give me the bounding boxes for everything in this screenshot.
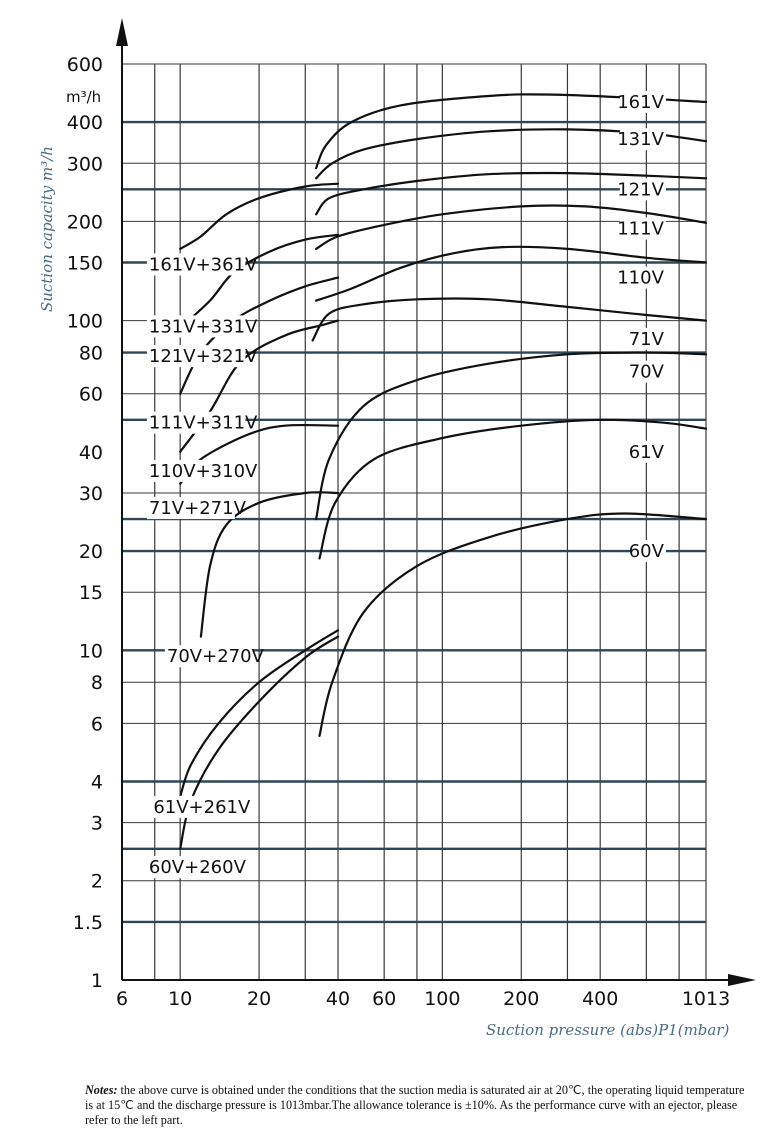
curve-label: 60V	[628, 541, 664, 563]
curve-61V	[320, 420, 707, 559]
x-gridlines	[155, 64, 706, 980]
y-tick-labels	[67, 54, 103, 992]
curve-label: 70V	[628, 361, 664, 383]
y-tick-label: 150	[66, 252, 103, 275]
curve-label: 61V+261V	[153, 796, 251, 818]
y-tick-label: 10	[78, 640, 103, 663]
y-tick-label: 20	[78, 541, 103, 564]
x-tick-label: 10	[168, 988, 193, 1010]
y-tick-label: 200	[66, 211, 103, 234]
y-tick-label: 100	[66, 310, 103, 333]
y-tick-label: 8	[90, 672, 103, 695]
curve-label: 131V+331V	[148, 316, 258, 338]
x-axis-title: Suction pressure (abs)P1(mbar)	[486, 1021, 730, 1039]
curve-label: 121V	[617, 179, 664, 201]
y-tick-label: 3	[90, 812, 103, 835]
curve-label: 60V+260V	[148, 857, 246, 879]
y-tick-label: 2	[90, 870, 103, 893]
curve-label: 110V	[617, 267, 664, 289]
curve-labels	[147, 91, 666, 878]
x-tick-label: 100	[424, 988, 461, 1010]
x-tick-label: 1013	[681, 988, 731, 1010]
x-tick-label: 6	[115, 988, 129, 1010]
y-tick-label: 600	[66, 54, 103, 76]
x-tick-label: 40	[325, 988, 351, 1010]
x-axis-arrow	[728, 974, 756, 986]
y-tick-label: 60	[78, 383, 103, 406]
curve-label: 121V+321V	[148, 346, 258, 368]
curve-label: 61V	[628, 441, 664, 463]
y-axis-arrow	[116, 18, 128, 46]
curve-label: 70V+270V	[166, 646, 264, 668]
notes-paragraph	[85, 1083, 750, 1128]
x-tick-label: 20	[246, 988, 272, 1010]
y-tick-label: 1	[90, 970, 103, 992]
y-tick-label: 1.5	[72, 911, 103, 934]
y-unit-label: m³/h	[66, 88, 102, 106]
curve-label: 161V	[617, 92, 664, 114]
curve-label: 131V	[617, 129, 664, 151]
x-tick-label: 200	[503, 988, 540, 1010]
x-tick-label: 400	[582, 988, 619, 1010]
y-axis-title: Suction capacity m³/h	[38, 146, 56, 312]
y-tick-label: 4	[90, 771, 103, 794]
x-tick-label: 60	[372, 988, 397, 1010]
curve-label: 71V	[628, 328, 664, 350]
x-tick-labels	[116, 988, 730, 1010]
notes-text: the above curve is obtained under the conditions that the suction media is saturated air at 20℃, the operating liquid temperature is at 15℃ and the discharge pressure is 1013mbar.The allowance tolerance is ±10%. As the performance curve with an ejector, please refer to the left part.	[85, 1083, 745, 1127]
notes-label: Notes:	[85, 1083, 118, 1097]
curve-label: 161V+361V	[148, 254, 258, 276]
y-tick-label: 80	[78, 342, 103, 365]
y-tick-label: 6	[90, 713, 103, 736]
curve-label: 110V+310V	[148, 460, 258, 482]
curve-label: 71V+271V	[148, 498, 246, 520]
curve-label: 111V+311V	[148, 412, 258, 434]
y-tick-label: 30	[78, 482, 103, 505]
curve-label: 111V	[617, 218, 664, 240]
y-tick-label: 40	[78, 441, 103, 464]
y-tick-label: 400	[66, 112, 103, 135]
y-tick-label: 300	[66, 153, 103, 176]
y-tick-label: 15	[78, 582, 103, 605]
